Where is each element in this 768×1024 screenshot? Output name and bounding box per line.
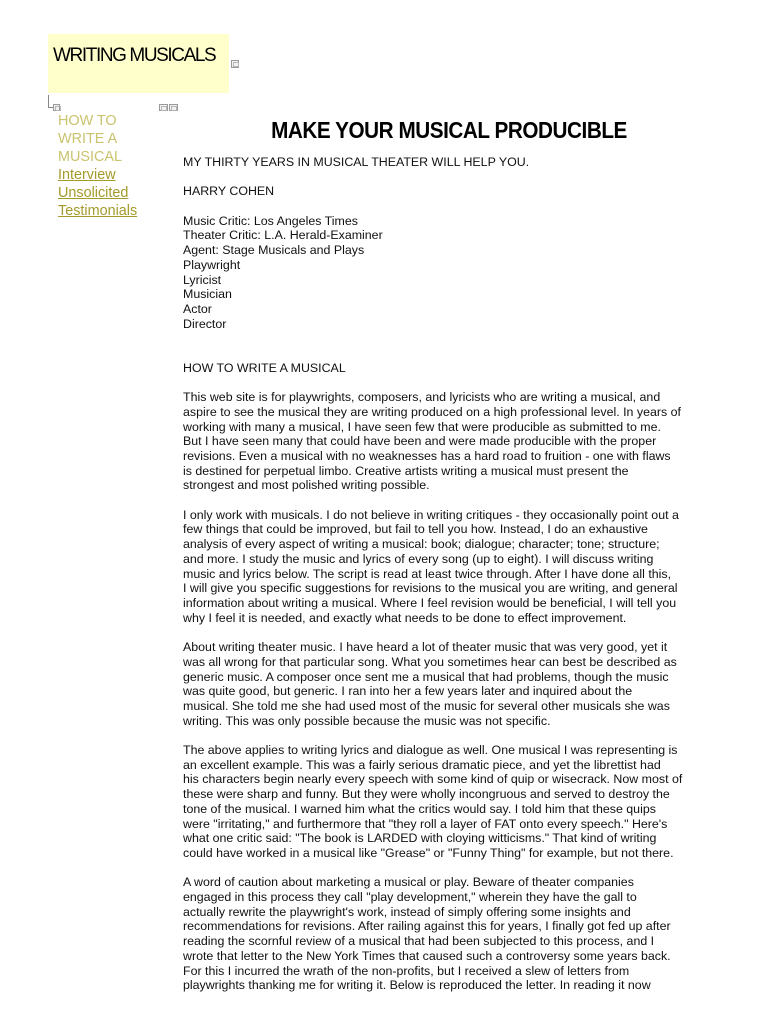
credit-line: Lyricist (183, 272, 222, 287)
broken-image-icon (159, 104, 168, 111)
text-line: information about writing a musical. Where I feel revision would be beneficial, I will tell you (183, 596, 677, 610)
text-line: and more. I study the music and lyrics of every song (up to eight). I will discuss writing (183, 551, 654, 566)
site-logo-text: WRITING MUSICALS (53, 45, 216, 66)
nav-link-unsolicited[interactable]: Unsolicited (58, 185, 129, 201)
text-line: these were sharp and funny. But they were wholly incongruous and served to destroy the (183, 787, 670, 802)
text-line: could have worked in a musical like "Grease" or "Funny Thing" for example, but not there. (183, 845, 674, 860)
section-spacer (183, 346, 723, 361)
text-line: writing. This was only possible because the music was not specific. (183, 713, 551, 728)
text-line: wrote that letter to the New York Times that caused such a controversy some years back. (183, 948, 671, 963)
text-line: working with many a musical, I have seen few that were producible as submitted to me. (183, 419, 661, 434)
page-title: MAKE YOUR MUSICAL PRODUCIBLE (271, 117, 627, 143)
text-line: I will give you specific suggestions for revisions to the musical you are writing, and general (183, 581, 678, 596)
nav-item-how-to-write-line: MUSICAL (58, 149, 122, 165)
text-line: But I have seen many that could have been and were made producible with the proper (183, 434, 657, 449)
text-line: why I feel it is needed, and exactly what needs to be done to effect improvement. (183, 610, 627, 625)
text-line: was quite good, but generic. I ran into her a few years later and inquired about the (183, 684, 633, 699)
credit-line: Theater Critic: L.A. Herald-Examiner (183, 228, 383, 243)
text-line: recommendations for revisions. After railing against this for years, I finally got fed up after (183, 919, 671, 934)
author-name: HARRY COHEN (183, 184, 275, 199)
text-line: an excellent example. This was a fairly serious dramatic piece, and yet the librettist had (183, 757, 661, 772)
text-line: About writing theater music. I have heard a lot of theater music that was very good, yet it (183, 640, 668, 655)
text-line: actually rewrite the playwright's work, instead of simply offering some insights and (183, 904, 631, 919)
body-paragraph (183, 743, 723, 861)
text-line: The above applies to writing lyrics and dialogue as well. One musical I was representing is (183, 743, 678, 757)
text-line: A word of caution about marketing a musical or play. Beware of theater companies (183, 875, 634, 890)
broken-image-icon (53, 104, 60, 111)
nav-link-interview[interactable]: Interview (58, 167, 116, 183)
credit-line: Director (183, 316, 227, 331)
text-line: is destined for perpetual limbo. Creative artists writing a musical must present the (183, 463, 629, 478)
body-paragraph (183, 390, 723, 493)
broken-image-icon (169, 104, 178, 111)
tagline: MY THIRTY YEARS IN MUSICAL THEATER WILL HELP YOU. (183, 155, 530, 169)
section-heading: HOW TO WRITE A MUSICAL (183, 360, 346, 375)
nav-item-how-to-write-line: HOW TO (58, 113, 117, 129)
credit-line: Musician (183, 287, 232, 302)
text-line: were "irritating," and furthermore that "they roll a layer of FAT onto every speech." Here's (183, 816, 668, 831)
credit-line: Actor (183, 302, 212, 316)
text-line: I only work with musicals. I do not believe in writing critiques - they occasionally point out a (183, 507, 679, 522)
author-credits (183, 214, 723, 332)
text-line: generic music. A composer once sent me a musical that had problems, though the music (183, 669, 669, 684)
nav-item-how-to-write-line: WRITE A (58, 131, 118, 147)
body-paragraph (183, 508, 723, 626)
text-line: revisions. Even a musical with no weaknesses has a hard road to fruition - one with flaws (183, 448, 671, 463)
nav-link-testimonials[interactable]: Testimonials (58, 203, 138, 219)
text-line: strongest and most polished writing possible. (183, 478, 430, 493)
main-content (183, 155, 723, 1008)
credit-line: Music Critic: Los Angeles Times (183, 213, 358, 228)
text-line: music and lyrics below. The script is read at least twice through. After I have done all this, (183, 566, 672, 581)
site-logo-banner[interactable] (48, 34, 229, 93)
credit-line: Agent: Stage Musicals and Plays (183, 243, 365, 258)
text-line: analysis of every aspect of writing a musical: book; dialogue; character; tone; structure; (183, 537, 660, 552)
text-line: was all wrong for that particular song. What you sometimes hear can best be described as (183, 654, 677, 669)
text-line: musical. She told me she had used most of the music for several other musicals she was (183, 698, 670, 713)
body-paragraph (183, 875, 723, 993)
text-line: aspire to see the musical they are writing produced on a high professional level. In years of (183, 404, 681, 419)
text-line: what one critic said: "The book is LARDED with cloying witticisms." That kind of writing (183, 831, 657, 846)
body-paragraph (183, 640, 723, 728)
credit-line: Playwright (183, 257, 241, 272)
broken-image-icon (231, 60, 239, 68)
text-line: For this I incurred the wrath of the non-profits, but I received a slew of letters from (183, 963, 630, 978)
text-line: few things that could be improved, but fail to tell you how. Instead, I do an exhaustive (183, 522, 648, 537)
text-line: playwrights thanking me for writing it. Below is reproduced the letter. In reading it now (183, 978, 651, 993)
text-line: tone of the musical. I warned him what the critics would say. I told him that these quips (183, 801, 656, 816)
text-line: reading the scornful review of a musical that had been subjected to this process, and I (183, 934, 655, 949)
text-line: This web site is for playwrights, composers, and lyricists who are writing a musical, and (183, 390, 661, 405)
nav-item-how-to-write (58, 112, 168, 166)
text-line: his characters begin nearly every speech with some kind of quip or wisecrack. Now most of (183, 772, 683, 787)
text-line: engaged in this process they call "play development," wherein they have the gall to (183, 890, 637, 905)
sidebar-nav (58, 112, 168, 220)
